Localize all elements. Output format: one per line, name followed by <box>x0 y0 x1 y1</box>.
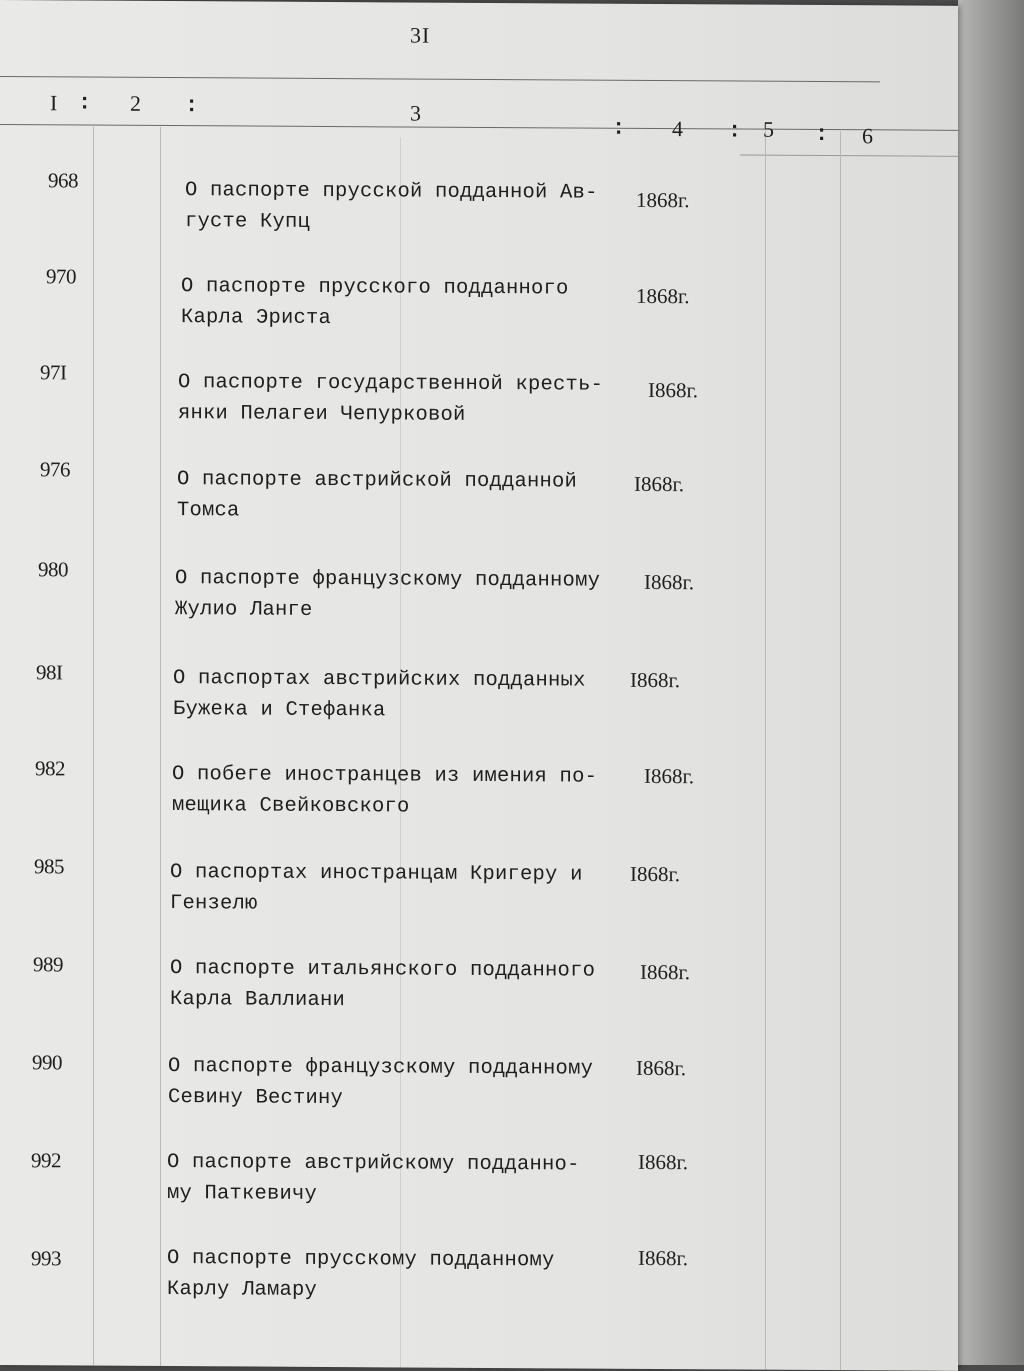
row-year: I868г. <box>630 861 680 887</box>
row-year: I868г. <box>644 569 694 595</box>
row-year: I868г. <box>640 959 690 985</box>
row-number: 968 <box>48 168 78 193</box>
row-title-line-2: Севину Вестину <box>168 1086 344 1111</box>
row-title-line-1: О паспорте итальянского подданного <box>170 957 596 983</box>
row-year: 1868г. <box>636 187 690 213</box>
row-title-line-1: О паспортах иностранцам Кригеру и <box>170 861 583 887</box>
row-title-line-2: Карла Эриста <box>181 306 332 331</box>
row-title-line-2: Томса <box>177 499 240 523</box>
row-title-line-2: янки Пелагеи Чепурковой <box>178 402 466 427</box>
row-title-line-2: Бужека и Стефанка <box>173 698 386 723</box>
row-title-line-1: О паспорте прусского подданного <box>181 275 569 301</box>
row-number: 98I <box>36 660 63 685</box>
row-title-line-1: О паспорте австрийскому подданно- <box>167 1151 580 1177</box>
row-number: 989 <box>33 952 63 977</box>
column-header-5: 5 <box>763 116 774 142</box>
column-separator: : <box>728 118 742 144</box>
column-header-1: I <box>50 90 58 116</box>
row-year: I868г. <box>648 377 698 403</box>
page-edge <box>958 0 1024 1365</box>
row-number: 990 <box>32 1050 62 1075</box>
column-separator: : <box>185 93 199 119</box>
row-title-line-1: О побеге иностранцев из имения по- <box>172 763 598 789</box>
row-title <box>170 857 583 922</box>
row-year: I868г. <box>634 471 684 497</box>
row-title-line-1: О паспорте государственной кресть- <box>178 371 604 397</box>
row-title-line-1: О паспорте прусской подданной Ав- <box>185 179 598 205</box>
row-title <box>167 1243 555 1307</box>
column-header-4: 4 <box>672 116 683 142</box>
column-separator: : <box>612 115 626 141</box>
row-year: I868г. <box>630 667 680 693</box>
row-number: 992 <box>31 1148 61 1173</box>
row-title-line-2: Гензелю <box>170 892 258 916</box>
row-title <box>175 563 600 628</box>
row-title <box>185 175 598 240</box>
column-header-3: 3 <box>410 100 421 126</box>
row-title <box>178 367 603 432</box>
row-title-line-2: мещика Свейковского <box>172 794 410 819</box>
row-number: 985 <box>34 854 64 879</box>
row-title-line-2: Жулио Ланге <box>175 598 313 622</box>
column-header-2: 2 <box>130 90 141 116</box>
column-rule-2 <box>160 127 161 1366</box>
row-number: 970 <box>46 264 76 289</box>
column-separator: : <box>78 90 92 116</box>
column-rule-1 <box>93 127 94 1366</box>
column-rule-5 <box>840 131 841 1370</box>
column-header-6: 6 <box>862 123 873 149</box>
row-title-line-1: О паспорте прусскому подданному <box>167 1247 555 1273</box>
row-year: I868г. <box>638 1149 688 1175</box>
row-title-line-1: О паспорте французскому подданному <box>168 1055 594 1081</box>
row-title <box>181 271 569 335</box>
row-number: 976 <box>40 457 70 482</box>
row-number: 980 <box>38 557 68 582</box>
row-number: 97I <box>40 360 67 385</box>
row-title <box>167 1147 580 1212</box>
row-title-line-2: му Паткевичу <box>167 1182 318 1206</box>
row-title-line-1: О паспорте французскому подданному <box>175 567 601 593</box>
header-bottom-rule-right <box>740 155 958 157</box>
row-year: I868г. <box>644 763 694 789</box>
row-year: 1868г. <box>636 283 690 309</box>
header-top-rule <box>0 76 880 82</box>
row-title-line-1: О паспортах австрийских подданных <box>173 667 586 693</box>
row-title-line-2: густе Купц <box>185 210 311 234</box>
row-title <box>177 464 577 528</box>
row-year: I868г. <box>636 1055 686 1081</box>
row-number: 982 <box>35 756 65 781</box>
row-title-line-2: Карла Валлиани <box>170 988 346 1013</box>
row-year: I868г. <box>638 1245 688 1271</box>
row-title <box>173 663 586 728</box>
column-separator: : <box>815 121 829 148</box>
row-title-line-2: Карлу Ламару <box>167 1278 318 1302</box>
column-rule-4 <box>765 131 766 1370</box>
row-title <box>172 759 597 824</box>
row-title <box>170 953 595 1018</box>
row-title <box>168 1051 593 1116</box>
row-number: 993 <box>31 1246 61 1271</box>
page-number: 3I <box>410 22 431 48</box>
row-title-line-1: О паспорте австрийской подданной <box>177 468 578 494</box>
